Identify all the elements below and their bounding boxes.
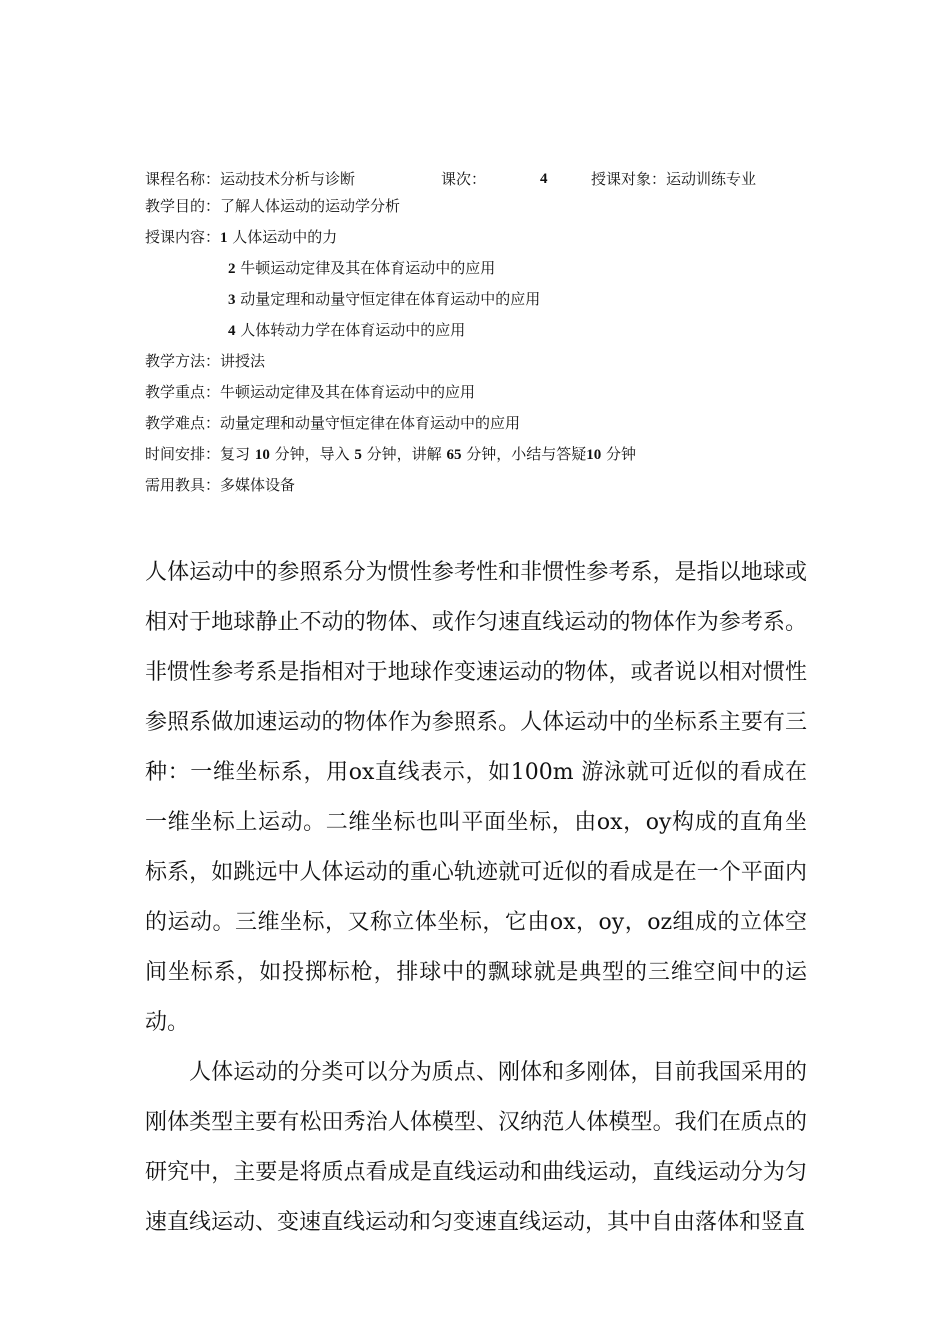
content-item-number: 1 [220,230,228,246]
body-text [145,548,807,1248]
focus-value: 牛顿运动定律及其在体育运动中的应用 [220,383,476,401]
schedule-number: 65 [446,447,462,463]
content-row-1 [145,226,337,249]
teaching-tools-row [145,474,295,496]
lesson-label: 课次： [441,170,487,188]
course-label: 课程名称： [145,170,221,188]
content-item-text: 动量定理和动量守恒定律在体育运动中的应用 [240,290,541,308]
schedule-text: 分钟 [606,445,637,463]
schedule-text: 分钟，讲解 [366,445,442,463]
tools-label: 需用教具： [145,476,221,494]
schedule-number: 10 [254,447,270,463]
audience-info [591,168,756,190]
content-item-text: 人体运动中的力 [232,228,338,246]
schedule-text: 分钟，导入 [274,445,350,463]
goal-label: 教学目的： [145,197,221,215]
audience-label: 授课对象： [591,170,667,188]
content-item-text: 牛顿运动定律及其在体育运动中的应用 [240,259,496,277]
teaching-method-row [145,350,265,372]
content-item-number: 3 [228,292,236,308]
focus-label: 教学重点： [145,383,221,401]
schedule-number: 5 [354,447,362,463]
course-value: 运动技术分析与诊断 [220,170,356,188]
method-label: 教学方法： [145,352,221,370]
schedule-number: 10 [586,447,602,463]
content-label: 授课内容： [145,228,221,246]
difficulty-label: 教学难点： [145,414,221,432]
content-item-text: 人体转动力学在体育运动中的应用 [240,321,466,339]
time-schedule-row [145,443,636,466]
schedule-text: 分钟，小结与答疑 [466,445,587,463]
content-row-4 [228,319,465,342]
schedule-text: 复习 [220,445,251,463]
teaching-goal-row [145,195,400,217]
difficulty-value: 动量定理和动量守恒定律在体育运动中的应用 [220,414,521,432]
paragraph-motion-classification: 人体运动的分类可以分为质点、刚体和多刚体，目前我国采用的刚体类型主要有松田秀治人体模型、汉纳范人体模型。我们在质点的研究中，主要是将质点看成是直线运动和曲线运动，直线运动分为匀速直线运动、变速直线运动和匀变速直线运动，其中自由落体和竖直 [145,1060,807,1235]
content-item-number: 4 [228,323,236,339]
tools-value: 多媒体设备 [220,476,296,494]
goal-value: 了解人体运动的运动学分析 [220,197,401,215]
schedule-label: 时间安排： [145,445,221,463]
teaching-difficulty-row [145,412,520,434]
method-value: 讲授法 [220,352,266,370]
lesson-value: 4 [540,171,548,187]
content-row-2 [228,257,495,280]
content-row-3 [228,288,540,311]
course-info-row [145,168,757,190]
content-item-number: 2 [228,261,236,277]
audience-value: 运动训练专业 [666,170,757,188]
teaching-focus-row [145,381,475,403]
paragraph-reference-frames: 人体运动中的参照系分为惯性参考性和非惯性参考系，是指以地球或相对于地球静止不动的物体、或作匀速直线运动的物体作为参考系。非惯性参考系是指相对于地球作变速运动的物体，或者说以相对惯性参照系做加速运动的物体作为参照系。人体运动中的坐标系主要有三种：一维坐标系，用ox直线表示，如100m 游泳就可近似的看成在一维坐标上运动。二维坐标也叫平面坐标，由ox，oy构成的直角坐标系，如跳远中人体运动的重心轨迹就可近似的看成是在一个平面内的运动。三维坐标，又称立体坐标，它由ox，oy，oz组成的立体空间坐标系，如投掷标枪，排球中的飘球就是典型的三维空间中的运动。 [145,560,807,1035]
